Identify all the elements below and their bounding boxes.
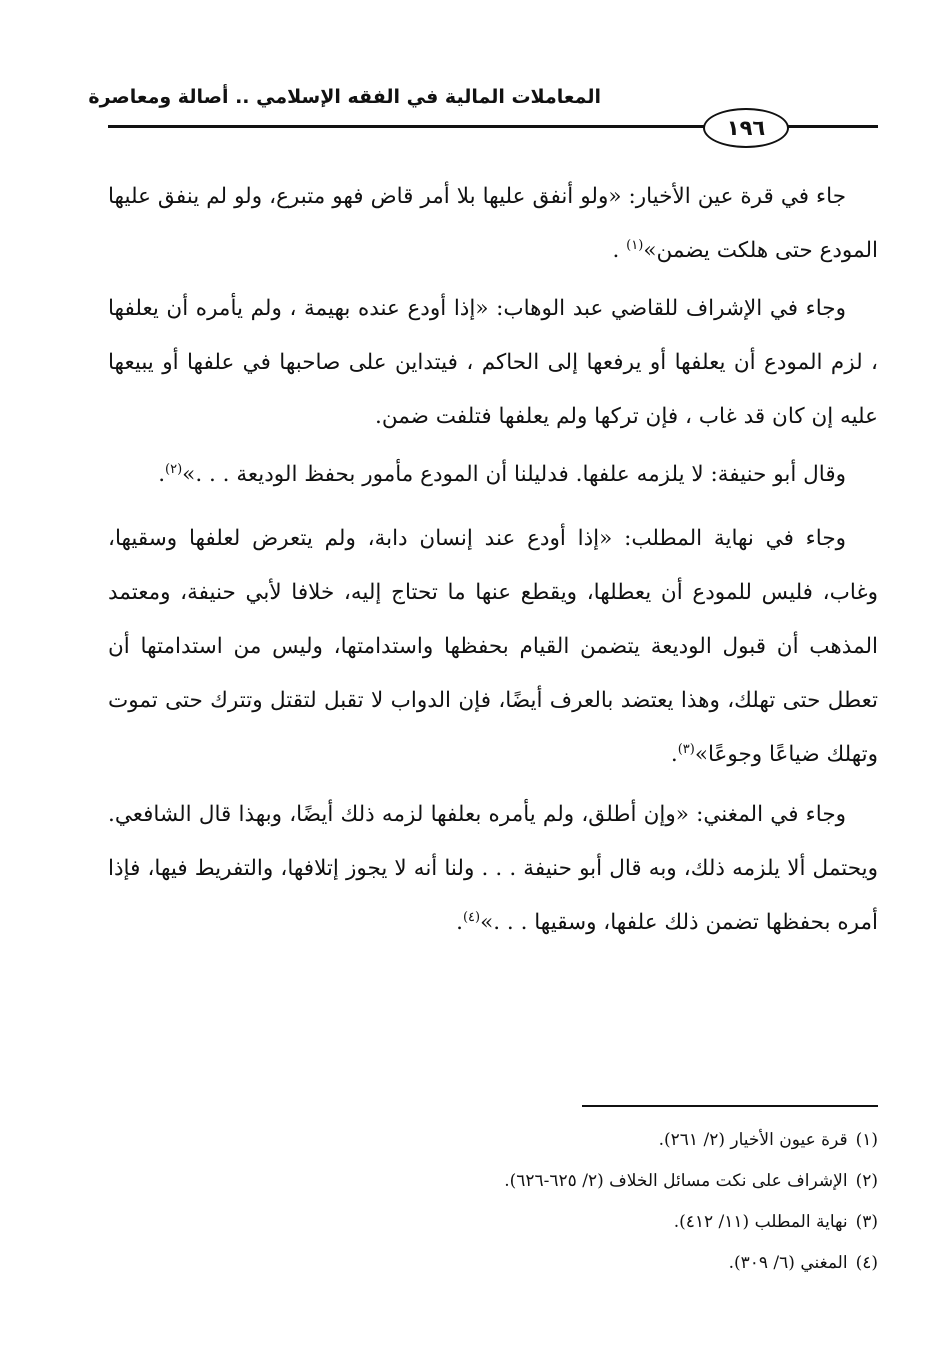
paragraph xyxy=(108,448,878,502)
body-text xyxy=(108,170,878,954)
paragraph xyxy=(108,282,878,444)
footnote-ref: (٢) xyxy=(165,461,183,477)
paragraph-text: وقال أبو حنيفة: لا يلزمه علفها. فدليلنا أن المودع مأمور بحفظ الوديعة . . .» xyxy=(182,462,846,487)
paragraph-end: . xyxy=(612,238,627,263)
running-header-title: المعاملات المالية في الفقه الإسلامي .. أصالة ومعاصرة xyxy=(88,86,601,108)
footnote-item xyxy=(300,1202,878,1243)
paragraph xyxy=(108,170,878,278)
footnote-text: الإشراف على نكت مسائل الخلاف (٢/ ٦٢٥-٦٢٦). xyxy=(504,1171,848,1191)
footnote-text: نهاية المطلب (١١/ ٤١٢). xyxy=(673,1212,848,1232)
footnote-ref: (٤) xyxy=(462,909,481,925)
paragraph-text: وجاء في المغني: «وإن أطلق، ولم يأمره بعلفها لزمه ذلك أيضًا، وبهذا قال الشافعي. ويحتمل ألا يلزمه ذلك، وبه قال أبو حنيفة . . . ولنا أنه لا يجوز إتلافها، والتفريط فيها، فإذا أمره بحفظها تضمن ذلك علفها، وسقيها . . .» xyxy=(108,802,878,935)
footnote-ref: (٣) xyxy=(677,741,695,757)
paragraph-text: وجاء في نهاية المطلب: «إذا أودع عند إنسان دابة، ولم يتعرض لعلفها وسقيها، وغاب، فليس للمودع أن يعطلها، ويقطع عنها ما تحتاج إليه، خلافا لأبي حنيفة، ومعتمد المذهب أن قبول الوديعة يتضمن القيام بحفظها واستدامتها، وليس من استدامتها أن تعطل حتى تهلك، وهذا يعتضد بالعرف أيضًا، فإن الدواب لا تقبل لتقتل وتترك حتى تموت وتهلك ضياعًا وجوعًا» xyxy=(108,526,878,767)
footnote-item xyxy=(300,1120,878,1161)
footnote-number: (٤) xyxy=(855,1253,878,1273)
paragraph-text: وجاء في الإشراف للقاضي عبد الوهاب: «إذا أودع عنده بهيمة ، ولم يأمره أن يعلفها ، لزم المودع أن يعلفها أو يرفعها إلى الحاكم ، فيتداين على صاحبها في علفها أو يبيعها عليه إن كان قد غاب ، فإن تركها ولم يعلفها فتلفت ضمن. xyxy=(108,296,878,429)
footnote-separator xyxy=(582,1105,878,1107)
footnote-item xyxy=(300,1161,878,1202)
footnote-number: (٢) xyxy=(855,1171,878,1191)
footnote-text: قرة عيون الأخيار (٢/ ٢٦١). xyxy=(658,1130,848,1150)
paragraph-end: . xyxy=(456,910,463,935)
footnote-item xyxy=(300,1243,878,1284)
paragraph xyxy=(108,788,878,950)
paragraph-end: . xyxy=(670,742,678,767)
footnote-text: المغني (٦/ ٣٠٩). xyxy=(728,1253,848,1273)
paragraph xyxy=(108,512,878,782)
paragraph-text: جاء في قرة عين الأخيار: «ولو أنفق عليها بلا أمر قاض فهو متبرع، ولو لم ينفق عليها المودع حتى هلكت يضمن» xyxy=(108,184,878,263)
footnote-ref: (١) xyxy=(626,237,644,253)
footnote-number: (٣) xyxy=(855,1212,878,1232)
footnotes xyxy=(300,1120,878,1284)
footnote-number: (١) xyxy=(855,1130,878,1150)
paragraph-end: . xyxy=(158,462,166,487)
page-number: ١٩٦ xyxy=(703,108,789,148)
